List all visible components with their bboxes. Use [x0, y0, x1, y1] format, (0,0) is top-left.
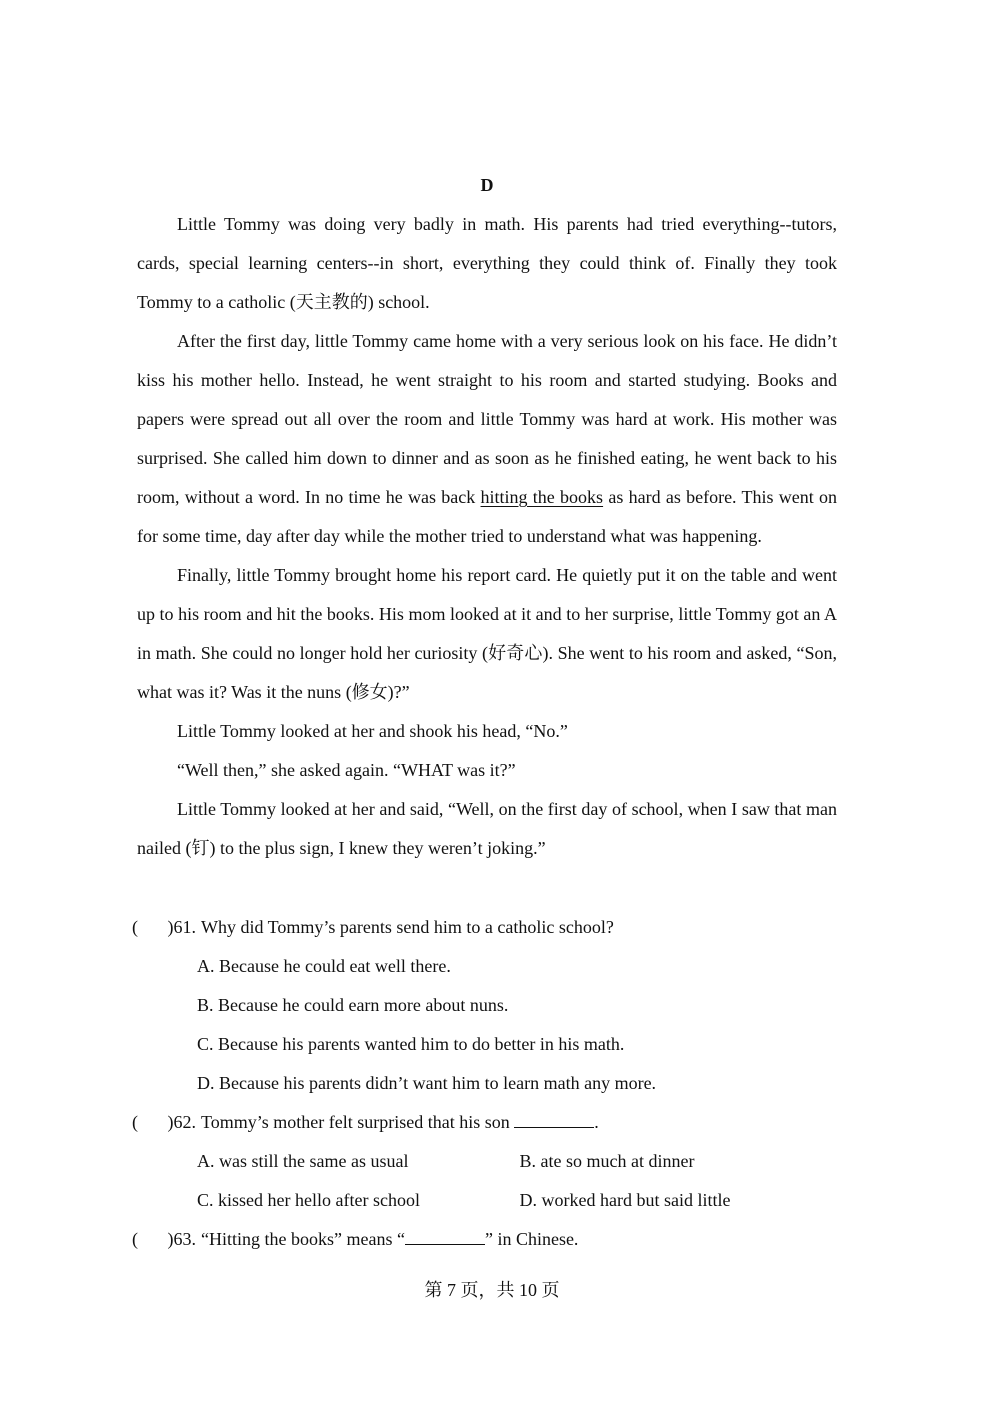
passage-paragraph-3: Finally, little Tommy brought home his report card. He quietly put it on the table and went up to his room and hit the books. His mom looked at it and to her surprise, little Tommy got an A in math. She could no longer hold her curiosity (好奇心). She went to his room and asked, “Son, what was it? Was it the nuns (修女)?”	[137, 565, 837, 702]
passage-paragraph-5: “Well then,” she asked again. “WHAT was it?”	[177, 760, 516, 780]
passage-text: After the first day, little Tommy came home with a very serious look on his face. He didn’t kiss his mother hello. Instead, he went straight to his room and started studying. Books and papers were spread out all over the room and little Tommy was hard at work. His mother was surprised. She called him down to dinner and as soon as he finished eating, he went back to his room, without a word. In no time he was back	[137, 331, 837, 507]
option-b: B. Because he could earn more about nuns.	[197, 995, 509, 1015]
question-text-part: ” in Chinese.	[484, 1229, 579, 1249]
option-d: D. worked hard but said little	[519, 1190, 731, 1210]
passage-paragraph-6: Little Tommy looked at her and said, “Well, on the first day of school, when I saw that man nailed (钉) to the plus sign, I knew they weren’t joking.”	[137, 799, 837, 858]
reading-passage	[137, 205, 837, 868]
answer-blank[interactable]	[514, 1107, 594, 1128]
answer-blank[interactable]	[405, 1224, 485, 1245]
question-text-part: Tommy’s mother felt surprised that his son	[201, 1112, 515, 1132]
option-c: C. Because his parents wanted him to do better in his math.	[197, 1034, 625, 1054]
option-row	[132, 1142, 842, 1181]
passage-paragraph-1: Little Tommy was doing very badly in math. His parents had tried everything--tutors, cards, special learning centers--in short, everything they could think of. Finally they took Tommy to a catholic (天主教的) school.	[137, 214, 837, 312]
question-stem	[132, 1103, 842, 1142]
question-number: )63.	[167, 1229, 196, 1249]
passage-text: as hard as before. This went on for some time, day after day while the mother tried to understand what was happening.	[137, 487, 838, 546]
question-number: )62.	[167, 1112, 196, 1132]
option-a: A. was still the same as usual	[197, 1151, 409, 1171]
option-b: B. ate so much at dinner	[519, 1151, 695, 1171]
page-footer: 第 7 页，共 10 页	[424, 1280, 560, 1300]
question-stem	[132, 908, 842, 947]
option-d: D. Because his parents didn’t want him to learn math any more.	[197, 1073, 657, 1093]
answer-paren-open[interactable]: (	[132, 917, 138, 937]
section-heading: D	[480, 175, 494, 195]
question-text-part: “Hitting the books” means “	[201, 1229, 405, 1249]
option-c: C. kissed her hello after school	[197, 1190, 420, 1210]
question-number: )61.	[167, 917, 196, 937]
answer-paren-open[interactable]: (	[132, 1112, 138, 1132]
question-61	[132, 908, 842, 1103]
question-text	[201, 1103, 599, 1142]
question-stem	[132, 1220, 842, 1259]
passage-paragraph-2	[137, 322, 837, 556]
passage-paragraph-4: Little Tommy looked at her and shook his head, “No.”	[177, 721, 568, 741]
underlined-phrase: hitting the books	[480, 487, 604, 507]
question-list	[132, 908, 842, 1259]
question-62	[132, 1103, 842, 1220]
option-row	[132, 1181, 842, 1220]
option-a: A. Because he could eat well there.	[197, 956, 451, 976]
question-63	[132, 1220, 842, 1259]
question-text: Why did Tommy’s parents send him to a catholic school?	[201, 917, 614, 937]
answer-paren-open[interactable]: (	[132, 1229, 138, 1249]
question-text-part: .	[594, 1112, 599, 1132]
question-text	[201, 1220, 578, 1259]
